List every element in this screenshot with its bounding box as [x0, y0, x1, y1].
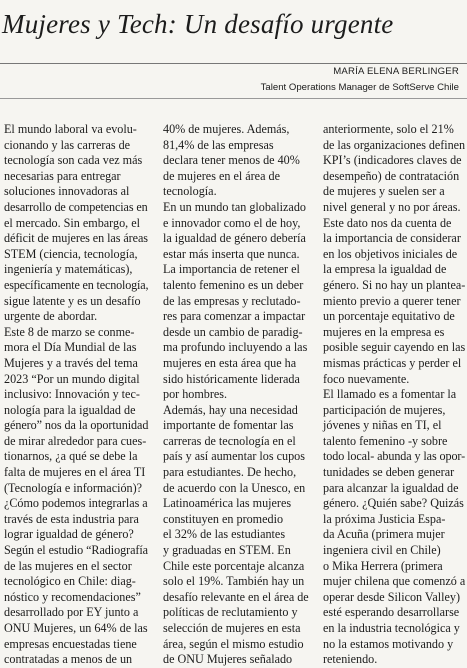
text-line: y graduadas en STEM. En: [163, 543, 291, 558]
text-line: cionando y las carreras de: [4, 137, 131, 152]
text-line: carreras de tecnología en el: [163, 433, 296, 448]
text-line: El llamado es a fomentar la: [323, 387, 457, 402]
text-line: de mujeres en el área de: [163, 168, 280, 183]
text-line: 40% de mujeres. Además,: [163, 122, 290, 136]
text-line: mujeres en la empresa es: [323, 324, 445, 339]
text-line: en la industria tecnológica y: [323, 621, 460, 635]
text-line: res para comenzar a impactar: [163, 309, 306, 324]
text-line: mismas prácticas y perder el: [323, 355, 462, 370]
text-line: para alcanzar la igualdad de: [323, 480, 459, 495]
text-line: El mundo laboral va evolu-: [4, 122, 137, 136]
text-line: tecnología son cada vez más: [4, 153, 143, 168]
text-line: través de esta industria para: [4, 511, 139, 526]
text-line: género” nos da la oportunidad: [4, 418, 149, 433]
text-line: de las mujeres en el sector: [4, 558, 132, 573]
text-line: Este dato nos da cuenta de: [323, 215, 452, 230]
text-line: nivel general y no por áreas.: [323, 199, 461, 214]
text-line: el 32% de las estudiantes: [163, 527, 286, 542]
text-line: políticas de reclutamiento y: [163, 605, 298, 620]
text-line: mujeres en esta área que ha: [163, 355, 297, 370]
text-line: desafío relevante en el área de: [163, 589, 309, 604]
text-line: jóvenes y niñas en TI, el: [323, 418, 442, 433]
text-line: sigue latente y es un desafío: [4, 293, 141, 308]
text-line: Según el estudio “Radiografía: [4, 543, 148, 558]
text-line: la próxima Justicia Espa-: [323, 511, 446, 526]
text-line: en los objetivos iniciales de: [323, 246, 458, 261]
text-line: nología para la igualdad de: [4, 402, 136, 417]
text-line: tecnología.: [163, 184, 217, 199]
text-line: género. ¿Quién sabe? Quizás: [323, 496, 464, 511]
text-line: sido históricamente liderada: [163, 371, 300, 386]
text-line: esté esperando desarrollarse: [323, 605, 460, 620]
text-line: la igualdad de género debería: [163, 231, 306, 246]
author-role: Talent Operations Manager de SoftServe Chile: [260, 82, 459, 93]
text-line: ¿Cómo podemos integrarlas a: [4, 496, 148, 511]
text-line: lograr igualdad de género?: [4, 527, 134, 542]
text-line: ma profundo incluyendo a las: [163, 340, 308, 355]
text-line: género. Si no hay un plantea-: [323, 277, 466, 292]
text-line: Chile este porcentaje alcanza: [163, 558, 305, 573]
text-line: desarrollado por EY junto a: [4, 605, 139, 620]
article-column-1: [4, 122, 148, 668]
text-line: 81,4% de las empresas: [163, 137, 274, 152]
text-line: estar más inserta que nunca.: [163, 246, 300, 261]
text-line: miento previo a querer tener: [323, 293, 461, 308]
text-line: declara tener menos de 40%: [163, 153, 300, 168]
text-line: urgente de abordar.: [4, 309, 98, 324]
text-line: da Acuña (primera mujer: [323, 527, 445, 542]
text-line: (Tecnología e información)?: [4, 480, 143, 495]
text-line: ingeniería y matemáticas),: [4, 262, 133, 277]
text-line: Mujeres y a través del tema: [4, 355, 138, 370]
text-line: necesarias para entregar: [4, 168, 121, 183]
text-line: KPI’s (indicadores claves de: [323, 153, 462, 168]
text-line: la importancia de considerar: [323, 231, 461, 246]
text-line: desempeño) de contratación: [323, 168, 460, 183]
text-line: tecnológico en Chile: diag-: [4, 574, 136, 589]
text-line: específicamente en tecnología,: [4, 277, 149, 292]
text-line: tionarnos, ¿a qué se debe la: [4, 449, 138, 464]
article-column-2: [163, 122, 309, 668]
text-line: de las organizaciones definen: [323, 137, 466, 152]
text-line: anteriormente, solo el 21%: [323, 122, 454, 136]
text-line: déficit de mujeres en las áreas: [4, 231, 148, 246]
text-line: contratadas a menos de un: [4, 652, 133, 667]
text-line: solo el 19%. También hay un: [163, 574, 305, 589]
text-line: foco nuevamente.: [323, 371, 410, 386]
header-rule-bottom: [0, 98, 467, 99]
text-line: participación de mujeres,: [323, 402, 446, 417]
text-line: Además, hay una necesidad: [163, 402, 298, 417]
text-line: nóstico y recomendaciones”: [4, 589, 141, 604]
text-line: o Mika Herrera (primera: [323, 558, 443, 573]
text-line: de acuerdo con la Unesco, en: [163, 480, 306, 495]
text-line: el mercado. Sin embargo, el: [4, 215, 140, 230]
text-line: operar desde Silicon Valley): [323, 589, 460, 604]
text-line: mora el Día Mundial de las: [4, 340, 137, 355]
text-line: ingeniera civil en Chile): [323, 543, 441, 558]
text-line: para estudiantes. De hecho,: [163, 465, 297, 480]
text-line: tunidades se deben generar: [323, 465, 455, 480]
text-line: En un mundo tan globalizado: [163, 199, 306, 214]
text-line: por hombres.: [163, 387, 228, 402]
text-line: inclusivo: Innovación y tec-: [4, 387, 140, 402]
text-line: talento femenino es un deber: [163, 277, 304, 292]
text-line: desde un cambio de paradig-: [163, 324, 303, 339]
text-line: talento femenino -y sobre: [323, 433, 448, 448]
text-line: STEM (ciencia, tecnología,: [4, 246, 138, 261]
text-line: Este 8 de marzo se conme-: [4, 324, 135, 339]
article-headline: Mujeres y Tech: Un desafío urgente: [2, 9, 394, 39]
text-line: de mirar alrededor para cues-: [4, 433, 147, 448]
article-column-3: [323, 122, 465, 668]
text-line: La importancia de retener el: [163, 262, 300, 277]
text-line: no la estamos motivando y: [323, 636, 454, 651]
text-line: soluciones innovadoras al: [4, 184, 130, 199]
text-line: mujer chilena que comenzó a: [323, 574, 466, 589]
text-line: posible seguir cayendo en las: [323, 340, 466, 355]
text-line: desarrollo de competencias en: [4, 199, 148, 214]
text-line: falta de mujeres en el área TI: [4, 465, 146, 480]
author-name: MARÍA ELENA BERLINGER: [333, 66, 459, 77]
text-line: importante de fomentar las: [163, 418, 294, 433]
text-line: todo local- abunda y las opor-: [323, 449, 466, 464]
text-line: Latinoamérica las mujeres: [163, 496, 292, 511]
text-line: constituyen en promedio: [163, 511, 284, 526]
text-line: selección de mujeres en esta: [163, 621, 301, 635]
text-line: país y así aumentar los cupos: [163, 449, 305, 464]
header-rule-top: [0, 63, 467, 64]
text-line: e innovador como el de hoy,: [163, 215, 301, 230]
text-line: de las empresas y reclutado-: [163, 293, 301, 308]
text-line: área, según el mismo estudio: [163, 636, 304, 651]
text-line: un porcentaje equitativo de: [323, 309, 455, 324]
text-line: empresas encuestadas tiene: [4, 636, 137, 651]
text-line: ONU Mujeres, un 64% de las: [4, 621, 148, 635]
text-line: reteniendo.: [323, 652, 378, 667]
text-line: de ONU Mujeres señalado: [163, 652, 293, 667]
text-line: de mujeres y suelen ser a: [323, 184, 445, 199]
text-line: 2023 “Por un mundo digital: [4, 371, 140, 386]
text-line: la empresa la igualdad de: [323, 262, 447, 277]
